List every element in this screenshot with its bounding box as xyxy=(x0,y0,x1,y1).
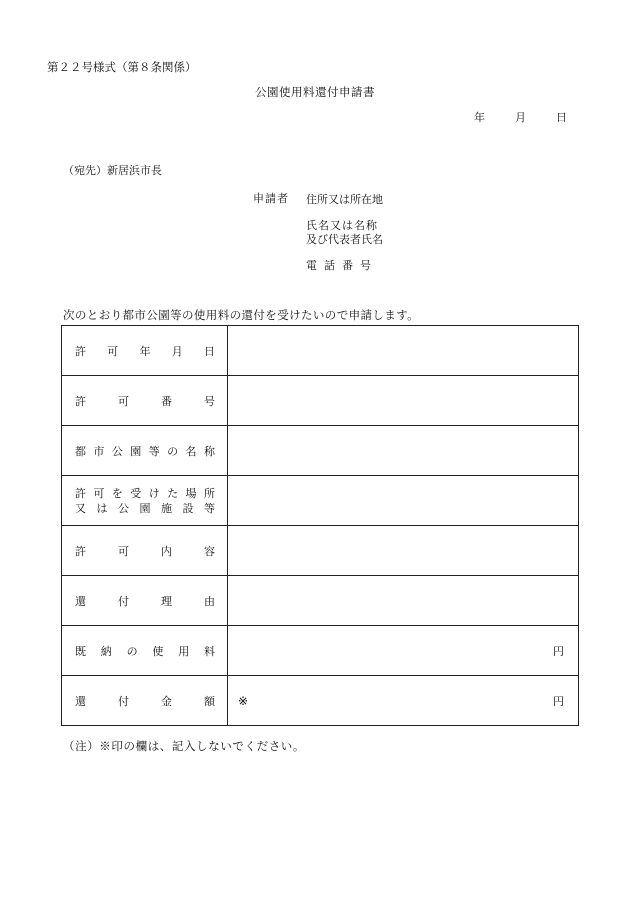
date-line xyxy=(474,112,567,123)
row-label: 還 付 理 由 xyxy=(62,576,228,626)
form-number: 第２２号様式（第８条関係） xyxy=(47,60,197,74)
applicant-label: 申請者 xyxy=(253,192,289,205)
table-row xyxy=(62,376,579,426)
table-row xyxy=(62,576,579,626)
applicant-address-label: 住所又は所在地 xyxy=(306,193,383,206)
row-value-field[interactable] xyxy=(228,626,579,676)
row-value-field[interactable] xyxy=(228,326,579,376)
row-label: 許 可 年 月 日 xyxy=(62,326,228,376)
table-row xyxy=(62,476,579,526)
addressee: （宛先）新居浜市長 xyxy=(63,164,162,177)
row-label xyxy=(62,476,228,526)
row-value-field[interactable] xyxy=(228,576,579,626)
row-label: 還 付 金 額 xyxy=(62,676,228,726)
date-year-label: 年 xyxy=(474,111,485,124)
applicant-name-label xyxy=(306,219,383,247)
application-table xyxy=(61,325,579,726)
row-label-line: 許 可 を 受 け た 場 所 xyxy=(75,486,215,500)
date-month-label: 月 xyxy=(515,111,526,124)
row-label: 既 納 の 使 用 料 xyxy=(62,626,228,676)
row-label: 許 可 番 号 xyxy=(62,376,228,426)
date-day-label: 日 xyxy=(556,111,567,124)
applicant-phone-label: 電話番号 xyxy=(306,259,378,272)
row-value-field[interactable] xyxy=(228,676,579,726)
yen-unit: 円 xyxy=(553,694,564,708)
table-row xyxy=(62,526,579,576)
table-row xyxy=(62,676,579,726)
row-value-field[interactable] xyxy=(228,526,579,576)
row-label: 許 可 内 容 xyxy=(62,526,228,576)
table-row xyxy=(62,626,579,676)
row-value-field[interactable] xyxy=(228,376,579,426)
row-label-line: 又 は 公 園 施 設 等 xyxy=(75,501,215,515)
office-use-mark: ※ xyxy=(238,693,249,708)
document-title: 公園使用料還付申請書 xyxy=(255,85,375,99)
intro-text: 次のとおり都市公園等の使用料の還付を受けたいので申請します。 xyxy=(63,308,420,322)
table-row xyxy=(62,426,579,476)
applicant-name-line1: 氏名又は名称 xyxy=(306,219,378,232)
row-value-field[interactable] xyxy=(228,426,579,476)
yen-unit: 円 xyxy=(553,644,564,658)
table-row xyxy=(62,326,579,376)
note-text: （注）※印の欄は、記入しないでください。 xyxy=(63,739,305,753)
row-label: 都 市 公 園 等 の 名 称 xyxy=(62,426,228,476)
applicant-name-line2: 及び代表者氏名 xyxy=(306,233,383,246)
row-value-field[interactable] xyxy=(228,476,579,526)
